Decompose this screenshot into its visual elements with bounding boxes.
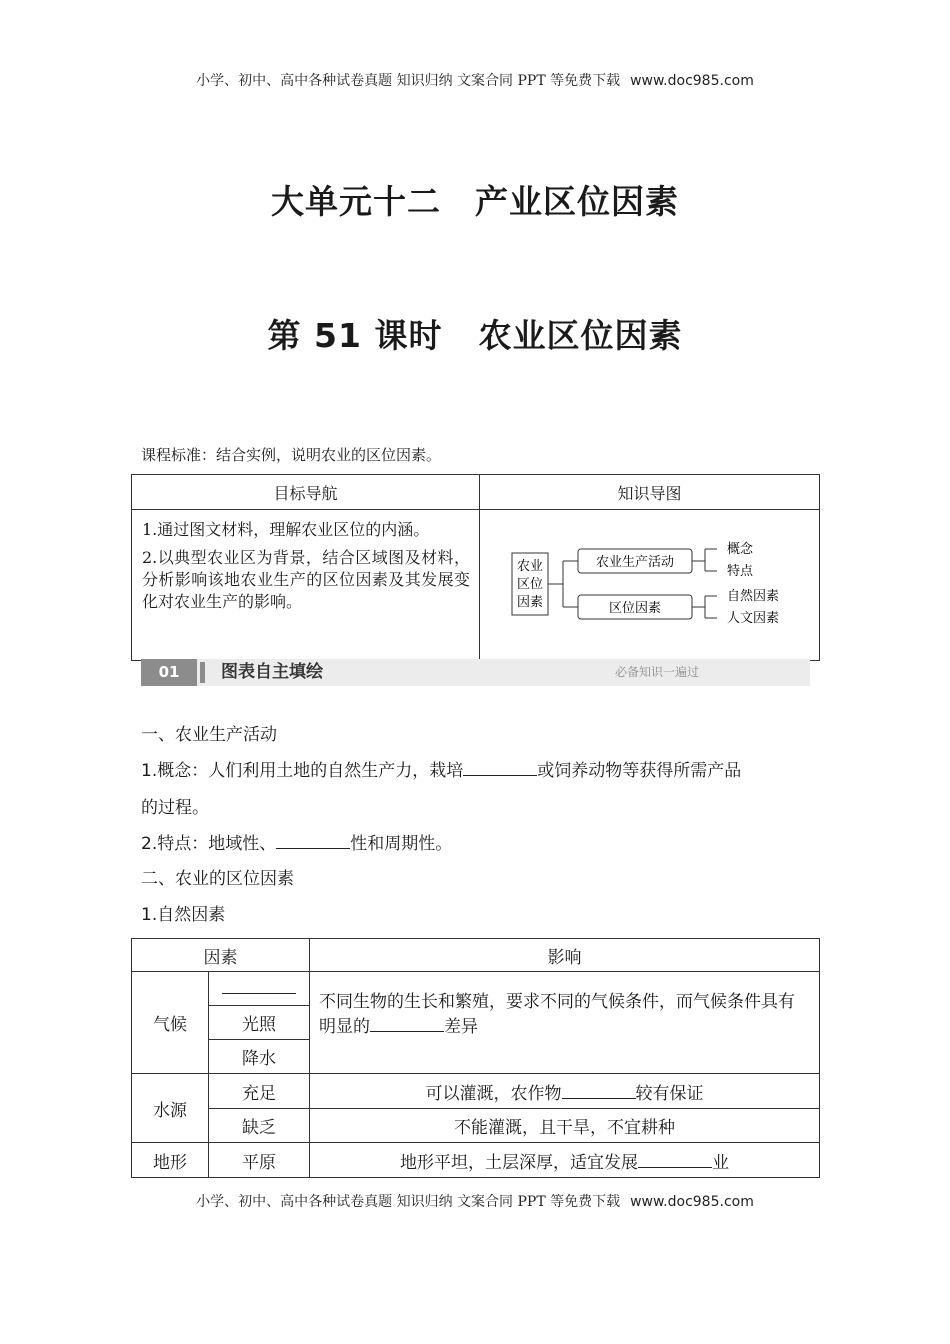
section-hint: 必备知识一遍过 — [615, 665, 700, 679]
part1-heading: 一、农业生产活动 — [141, 725, 277, 745]
climate-effect-blank[interactable] — [370, 1014, 444, 1032]
feature-line — [141, 831, 452, 856]
unit-title: 大单元十二 产业区位因素 — [271, 182, 679, 221]
mindmap-branch-1-connector — [692, 549, 717, 571]
concept-line-2: 的过程。 — [141, 798, 209, 818]
page-footer — [0, 1191, 950, 1211]
overview-table — [131, 474, 820, 661]
effect-header: 影响 — [310, 939, 820, 972]
footer-site: www.doc985.com — [630, 1194, 754, 1210]
goals-header: 目标导航 — [132, 475, 480, 510]
lesson-title — [0, 310, 950, 357]
section-number: 01 — [141, 659, 197, 686]
concept-text-after: 或饲养动物等获得所需产品 — [537, 761, 742, 781]
water-effect-blank[interactable] — [562, 1081, 636, 1099]
section-divider — [200, 662, 205, 683]
water-effect-before: 可以灌溉，农作物 — [425, 1083, 562, 1104]
section-banner — [141, 659, 810, 686]
terrain-effect-before: 地形平坦，土层深厚，适宜发展 — [400, 1152, 638, 1173]
section-label: 图表自主填绘 — [221, 662, 323, 682]
terrain-label: 地形 — [132, 1143, 209, 1178]
mindmap-leaf-human: 人文因素 — [727, 611, 780, 626]
terrain-effect — [310, 1143, 820, 1178]
part2-heading: 二、农业的区位因素 — [141, 869, 294, 889]
climate-effect-before: 不同生物的生长和繁殖，要求不同的气候条件，而气候条件具有明显的 — [319, 992, 795, 1037]
concept-text-before: 人们利用土地的自然生产力，栽培 — [208, 761, 464, 781]
natural-factor-table — [131, 938, 820, 1178]
climate-effect-after: 差异 — [444, 1017, 478, 1037]
water-label: 水源 — [132, 1074, 209, 1143]
water-sub-lacking: 缺乏 — [209, 1109, 310, 1143]
mindmap-leaf-feature: 特点 — [727, 564, 754, 579]
curriculum-standard: 课程标准：结合实例，说明农业的区位因素。 — [141, 446, 442, 464]
mindmap-branch-1: 农业生产活动 — [595, 555, 675, 570]
water-effect-after: 较有保证 — [635, 1083, 704, 1104]
mindmap-branch-2-connector — [692, 596, 717, 618]
header-text: 小学、初中、高中各种试卷真题 知识归纳 文案合同 PPT 等免费下载 — [196, 73, 621, 89]
mindmap-leaf-concept: 概念 — [727, 542, 754, 557]
concept-label: 1.概念： — [141, 761, 209, 781]
mindmap-root-line-2: 区位 — [516, 577, 544, 592]
mindmap-cell — [480, 510, 820, 661]
water-effect-sufficient — [310, 1074, 820, 1109]
header-site: www.doc985.com — [630, 73, 754, 89]
mindmap-root-connector — [548, 561, 578, 607]
factor-header: 因素 — [132, 939, 310, 972]
concept-blank[interactable] — [463, 758, 537, 776]
mindmap-root-line-1: 农业 — [516, 559, 544, 574]
concept-line — [141, 758, 741, 783]
footer-text: 小学、初中、高中各种试卷真题 知识归纳 文案合同 PPT 等免费下载 — [196, 1194, 621, 1210]
goal-1: 1.通过图文材料，理解农业区位的内涵。 — [142, 520, 430, 539]
climate-sub-sunlight: 光照 — [209, 1006, 310, 1040]
feature-label: 2.特点： — [141, 834, 209, 854]
mindmap-branch-2: 区位因素 — [608, 601, 662, 616]
lesson-number: 第 51 课时 — [267, 316, 443, 355]
water-sub-sufficient: 充足 — [209, 1074, 310, 1109]
lesson-name: 农业区位因素 — [478, 316, 683, 355]
mindmap-root-line-3: 因素 — [516, 595, 544, 610]
water-effect-lacking: 不能灌溉，且干旱，不宜耕种 — [310, 1109, 820, 1143]
page-header — [0, 70, 950, 90]
terrain-sub-plain: 平原 — [209, 1143, 310, 1178]
knowledge-mindmap — [481, 511, 819, 659]
mindmap-header: 知识导图 — [480, 475, 820, 510]
climate-blank-cell[interactable] — [209, 972, 310, 1006]
mindmap-leaf-natural: 自然因素 — [727, 589, 780, 604]
terrain-effect-after: 业 — [712, 1152, 729, 1173]
natural-heading: 1.自然因素 — [141, 905, 226, 925]
climate-blank[interactable] — [222, 983, 296, 994]
terrain-effect-blank[interactable] — [638, 1150, 712, 1168]
goals-cell — [132, 510, 480, 661]
climate-label: 气候 — [132, 972, 209, 1074]
climate-effect — [310, 972, 820, 1074]
goal-2: 2.以典型农业区为背景，结合区域图及材料，分析影响该地农业生产的区位因素及其发展变化对农业生产的影响。 — [142, 548, 470, 611]
feature-text-after: 性和周期性。 — [350, 834, 453, 854]
feature-blank[interactable] — [276, 831, 350, 849]
climate-sub-precipitation: 降水 — [209, 1040, 310, 1074]
feature-text-before: 地域性、 — [208, 834, 277, 854]
